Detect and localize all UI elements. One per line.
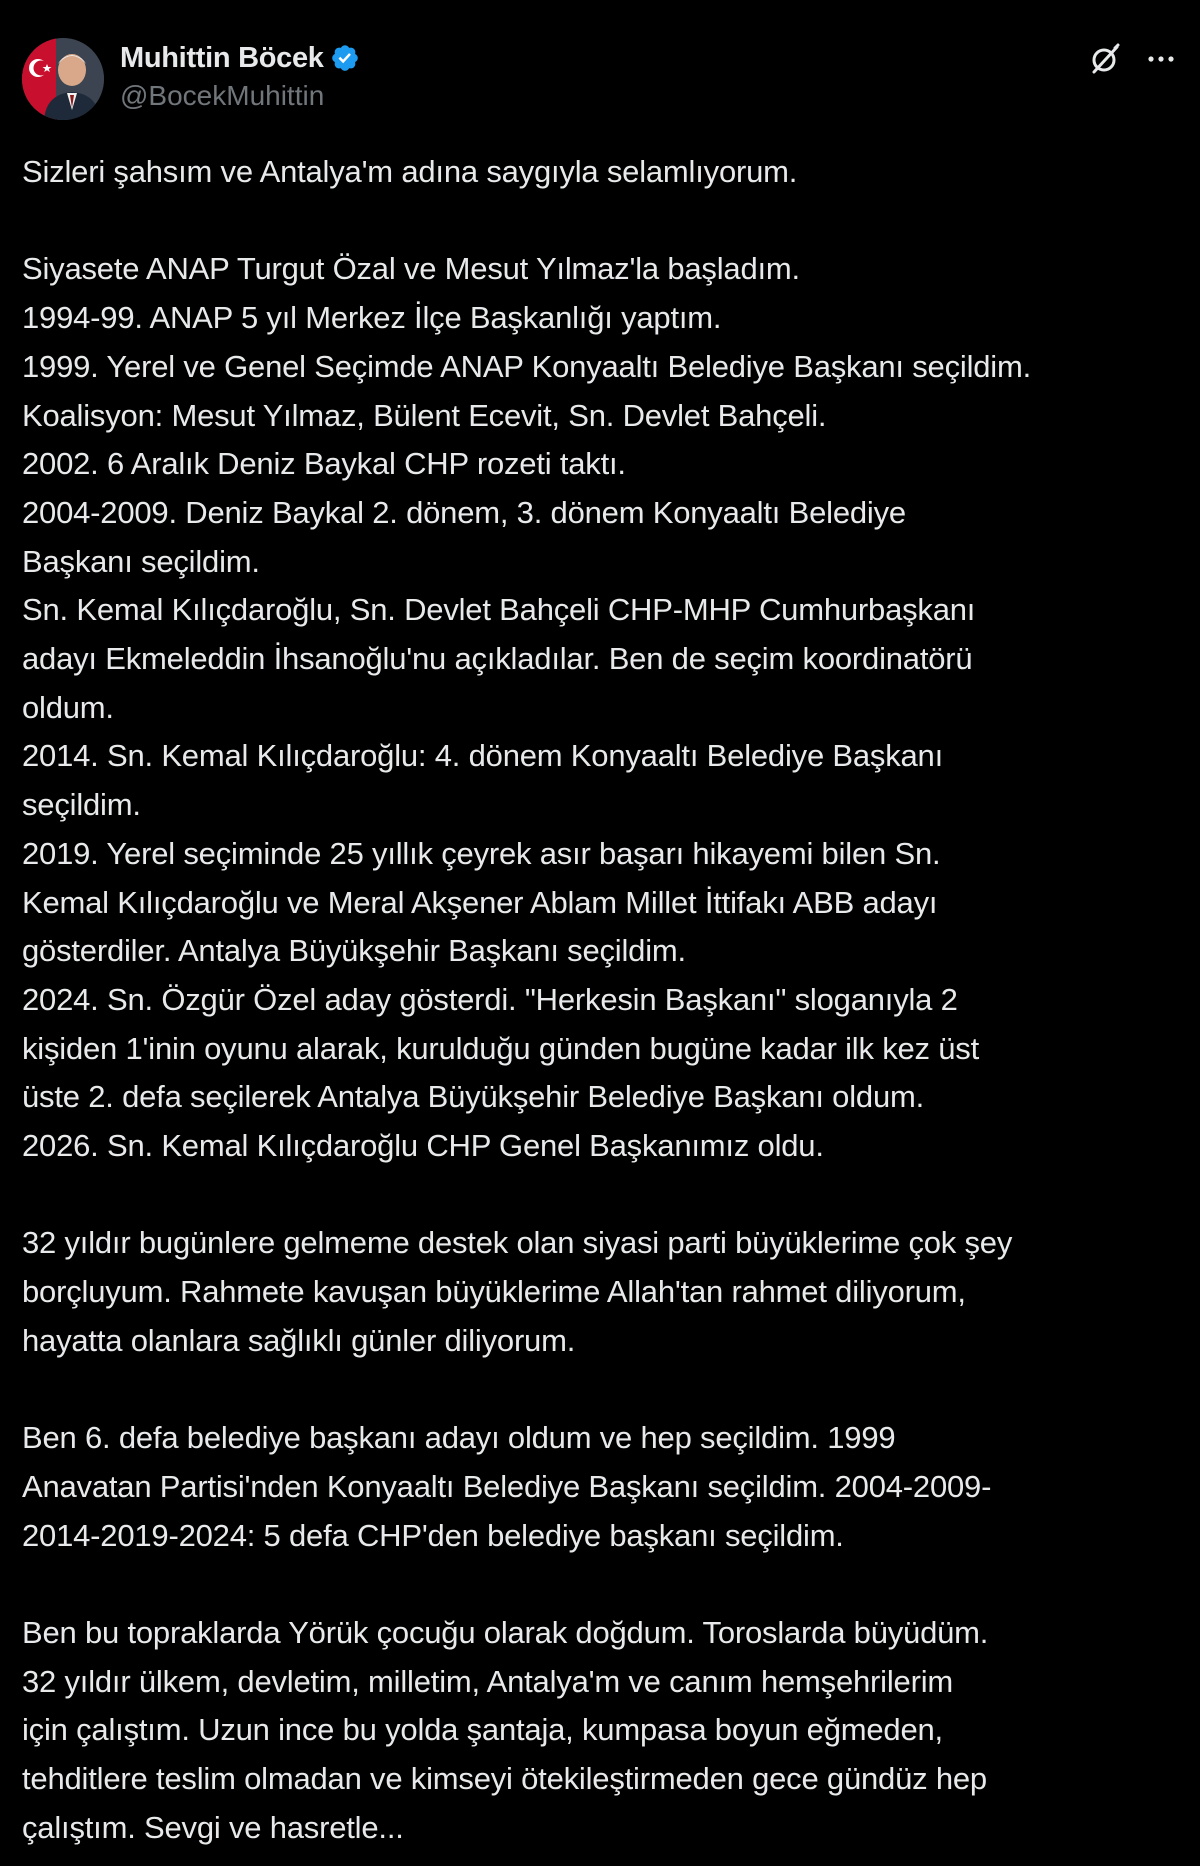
tweet-line: Kemal Kılıçdaroğlu ve Meral Akşener Ablam Millet İttifakı ABB adayı — [22, 884, 938, 920]
author-names — [120, 38, 360, 112]
tweet-line: gösterdiler. Antalya Büyükşehir Başkanı seçildim. — [22, 933, 686, 969]
tweet-line: için çalıştım. Uzun ince bu yolda şantaja, kumpasa boyun eğmeden, — [22, 1712, 943, 1748]
tweet-line: 2002. 6 Aralık Deniz Baykal CHP rozeti taktı. — [22, 446, 626, 482]
tweet-line: üste 2. defa seçilerek Antalya Büyükşehir Belediye Başkanı oldum. — [22, 1079, 925, 1115]
tweet-paragraph — [22, 148, 1182, 197]
tweet-line: kişiden 1'inin oyunu alarak, kurulduğu günden bugüne kadar ilk kez üst — [22, 1030, 980, 1066]
tweet-paragraph — [22, 1609, 1182, 1853]
tweet-line: 32 yıldır ülkem, devletim, milletim, Antalya'm ve canım hemşehrilerim — [22, 1663, 954, 1699]
tweet-line: oldum. — [22, 689, 114, 725]
verified-badge-icon — [330, 43, 360, 73]
tweet-line: hayatta olanlara sağlıklı günler diliyorum. — [22, 1322, 576, 1358]
tweet-line: 1994-99. ANAP 5 yıl Merkez İlçe Başkanlığı yaptım. — [22, 300, 722, 336]
tweet-paragraph — [22, 1414, 1182, 1560]
tweet-line: Siyasete ANAP Turgut Özal ve Mesut Yılmaz'la başladım. — [22, 251, 800, 287]
display-name[interactable]: Muhittin Böcek — [120, 41, 324, 74]
tweet-line: 2019. Yerel seçiminde 25 yıllık çeyrek asır başarı hikayemi bilen Sn. — [22, 835, 941, 871]
tweet-line: Anavatan Partisi'nden Konyaaltı Belediye Başkanı seçildim. 2004-2009- — [22, 1468, 992, 1504]
tweet-actions — [1088, 42, 1178, 76]
tweet-line: 2014-2019-2024: 5 defa CHP'den belediye başkanı seçildim. — [22, 1517, 844, 1553]
tweet-line: 32 yıldır bugünlere gelmeme destek olan siyasi parti büyüklerime çok şey — [22, 1225, 1013, 1261]
tweet-line: adayı Ekmeleddin İhsanoğlu'nu açıkladılar. Ben de seçim koordinatörü — [22, 641, 973, 677]
tweet-paragraph — [22, 1219, 1182, 1365]
tweet-line: Koalisyon: Mesut Yılmaz, Bülent Ecevit, Sn. Devlet Bahçeli. — [22, 397, 827, 433]
grok-icon[interactable] — [1088, 42, 1122, 76]
tweet-line: çalıştım. Sevgi ve hasretle... — [22, 1809, 404, 1845]
tweet-line: 2024. Sn. Özgür Özel aday gösterdi. "Herkesin Başkanı" sloganıyla 2 — [22, 981, 958, 1017]
tweet-line: 2026. Sn. Kemal Kılıçdaroğlu CHP Genel Başkanımız oldu. — [22, 1128, 824, 1164]
tweet-line: 2004-2009. Deniz Baykal 2. dönem, 3. dönem Konyaaltı Belediye — [22, 494, 906, 530]
avatar[interactable] — [22, 38, 104, 120]
tweet-line: seçildim. — [22, 787, 141, 823]
display-name-row — [120, 38, 360, 78]
tweet-line: 2014. Sn. Kemal Kılıçdaroğlu: 4. dönem Konyaaltı Belediye Başkanı — [22, 738, 944, 774]
tweet-line: Sizleri şahsım ve Antalya'm adına saygıyla selamlıyorum. — [22, 154, 798, 189]
tweet-line: Ben 6. defa belediye başkanı adayı oldum ve hep seçildim. 1999 — [22, 1420, 896, 1456]
author-handle[interactable]: @BocekMuhittin — [120, 80, 325, 111]
tweet-line: borçluyum. Rahmete kavuşan büyüklerime Allah'tan rahmet diliyorum, — [22, 1274, 966, 1310]
tweet-line: Başkanı seçildim. — [22, 543, 260, 579]
tweet-line: Ben bu topraklarda Yörük çocuğu olarak doğdum. Toroslarda büyüdüm. — [22, 1615, 989, 1651]
more-options-icon[interactable] — [1144, 42, 1178, 76]
tweet-text — [22, 148, 1182, 1853]
tweet-paragraph — [22, 245, 1182, 1170]
tweet-line: 1999. Yerel ve Genel Seçimde ANAP Konyaaltı Belediye Başkanı seçildim. — [22, 348, 1032, 384]
tweet-line: tehditlere teslim olmadan ve kimseyi ötekileştirmeden gece gündüz hep — [22, 1761, 987, 1797]
tweet-header — [22, 36, 1178, 126]
tweet-line: Sn. Kemal Kılıçdaroğlu, Sn. Devlet Bahçeli CHP-MHP Cumhurbaşkanı — [22, 592, 976, 628]
